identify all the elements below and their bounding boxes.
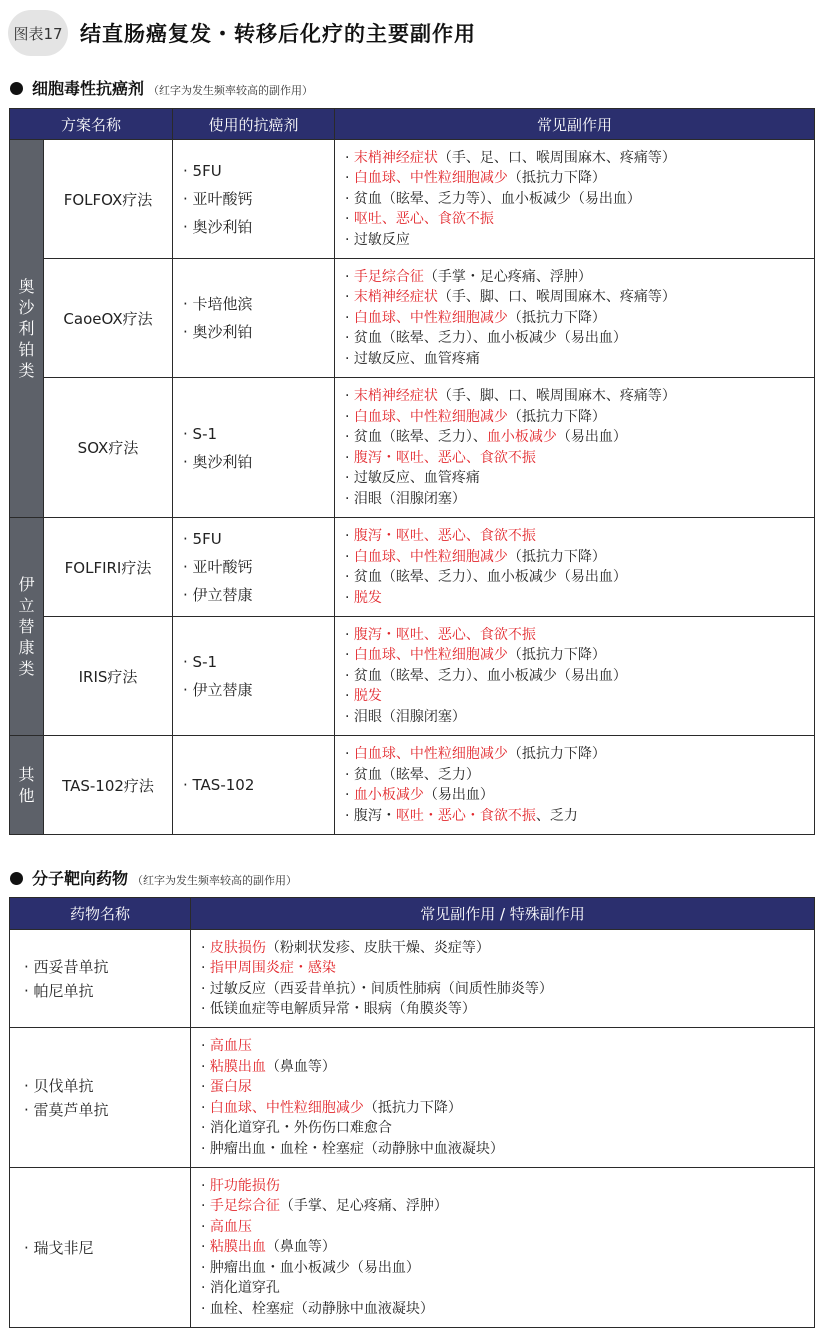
- effect-text: · 贫血（眩晕、乏力）、: [345, 429, 487, 445]
- effect-text: （抵抗力下降）: [363, 1099, 462, 1116]
- effect-text: ·: [345, 746, 354, 762]
- header-side-effects: 常见副作用 / 特殊副作用: [191, 898, 815, 930]
- effect-text: （易出血）: [423, 787, 494, 803]
- high-frequency-text: 血小板减少: [486, 429, 557, 445]
- regimen-name: SOX疗法: [44, 378, 173, 518]
- effect-text: ·: [345, 528, 354, 544]
- effect-line: [345, 567, 814, 588]
- effect-line: [201, 1299, 814, 1320]
- high-frequency-text: 腹泻・呕吐、恶心、食欲不振: [353, 626, 536, 643]
- drug-item: · 伊立替康: [183, 586, 253, 604]
- effect-line: [345, 209, 814, 230]
- effect-text: ·: [201, 1058, 210, 1075]
- group-label-char: 类: [18, 659, 35, 678]
- effect-line: [201, 938, 814, 959]
- section-targeted-header: [10, 866, 297, 889]
- effect-text: · 腹泻・: [345, 807, 396, 824]
- drug-item: · 奥沙利铂: [183, 452, 253, 471]
- side-effect-list: [335, 259, 815, 378]
- side-effect-list: [335, 518, 815, 617]
- bullet-dot: [10, 82, 23, 95]
- effect-line: [345, 427, 814, 448]
- side-effect-list: [335, 617, 815, 736]
- high-frequency-text: 白血球、中性粒细胞减少: [209, 1099, 364, 1116]
- effect-text: ·: [201, 939, 210, 956]
- high-frequency-text: 白血球、中性粒细胞减少: [353, 746, 508, 762]
- effect-text: · 贫血（眩晕、乏力）: [345, 766, 480, 783]
- effect-line: [345, 707, 814, 728]
- high-frequency-text: 手足综合征: [353, 268, 424, 285]
- high-frequency-text: 脱发: [353, 589, 382, 606]
- group-label: [10, 140, 44, 518]
- effect-text: ·: [345, 309, 354, 326]
- high-frequency-text: 皮肤损伤: [209, 939, 266, 956]
- effect-line: [201, 1118, 814, 1139]
- drug-list: [173, 378, 335, 518]
- side-effect-list: [335, 736, 815, 835]
- table-row: [10, 736, 815, 835]
- effect-text: （易出血）: [556, 429, 627, 445]
- high-frequency-text: 肝功能损伤: [209, 1177, 280, 1194]
- cytotoxic-table: [9, 108, 815, 835]
- high-frequency-text: 粘膜出血: [209, 1239, 266, 1256]
- effect-line: [201, 1077, 814, 1098]
- section-note: （红字为发生频率较高的副作用）: [148, 84, 314, 97]
- header-drugs: 使用的抗癌剂: [173, 109, 335, 140]
- figure-header: [8, 8, 476, 58]
- high-frequency-text: 白血球、中性粒细胞减少: [353, 548, 508, 565]
- effect-text: ·: [345, 289, 354, 306]
- effect-line: [345, 489, 814, 510]
- effect-text: · 消化道穿孔・外伤伤口难愈合: [201, 1120, 392, 1136]
- regimen-name: FOLFOX疗法: [44, 140, 173, 259]
- effect-line: [345, 349, 814, 370]
- effect-text: ·: [201, 1099, 210, 1116]
- effect-text: ·: [345, 149, 354, 166]
- table-row: [10, 140, 815, 259]
- high-frequency-text: 高血压: [209, 1038, 252, 1054]
- drug-name: · 雷莫芦单抗: [24, 1100, 109, 1119]
- high-frequency-text: 呕吐・恶心・食欲不振: [395, 807, 536, 824]
- effect-line: [345, 448, 814, 469]
- section-title: 细胞毒性抗癌剂: [32, 79, 145, 98]
- effect-text: ·: [345, 268, 354, 285]
- high-frequency-text: 白血球、中性粒细胞减少: [353, 647, 508, 664]
- targeted-table: [9, 897, 815, 1328]
- effect-text: · 贫血（眩晕、乏力等）、血小板减少（易出血）: [345, 190, 641, 207]
- effect-text: ·: [201, 1239, 210, 1256]
- effect-line: [345, 765, 814, 786]
- effect-text: · 过敏反应、血管疼痛: [345, 470, 480, 486]
- effect-text: ·: [345, 211, 354, 228]
- group-label-char: 替: [18, 617, 35, 636]
- effect-text: （手掌、足心疼痛、浮肿）: [279, 1198, 448, 1215]
- table-row: [10, 378, 815, 518]
- group-label-char: 立: [18, 596, 35, 615]
- effect-line: [345, 267, 814, 288]
- section-title: 分子靶向药物: [32, 869, 129, 888]
- effect-line: [345, 785, 814, 806]
- regimen-name: TAS-102疗法: [44, 736, 173, 835]
- effect-line: [201, 1258, 814, 1279]
- high-frequency-text: 脱发: [353, 688, 382, 705]
- effect-line: [345, 230, 814, 251]
- drug-list: [173, 736, 335, 835]
- effect-line: [345, 407, 814, 428]
- high-frequency-text: 手足综合征: [209, 1198, 280, 1215]
- effect-text: · 消化道穿孔: [201, 1280, 280, 1297]
- effect-text: （手、脚、口、喉周围麻木、疼痛等）: [437, 388, 676, 404]
- effect-text: · 过敏反应: [345, 231, 410, 248]
- group-label-char: 利: [18, 319, 35, 338]
- high-frequency-text: 血小板减少: [353, 787, 424, 803]
- effect-line: [201, 1098, 814, 1119]
- effect-text: ·: [345, 688, 354, 705]
- effect-line: [345, 806, 814, 827]
- effect-text: ·: [345, 787, 354, 803]
- table-row: [10, 1028, 815, 1168]
- drug-item: · S-1: [183, 653, 218, 671]
- drug-name: · 帕尼单抗: [24, 981, 94, 1000]
- effect-line: [201, 1176, 814, 1197]
- drug-item: · 卡培他滨: [183, 295, 253, 313]
- high-frequency-text: 腹泻・呕吐、恶心、食欲不振: [353, 528, 536, 544]
- group-label-char: 类: [18, 361, 35, 380]
- drug-item: · 5FU: [183, 162, 222, 180]
- regimen-name: IRIS疗法: [44, 617, 173, 736]
- effect-text: ·: [201, 1079, 210, 1095]
- high-frequency-text: 白血球、中性粒细胞减少: [353, 170, 508, 187]
- header-row: [10, 109, 815, 140]
- header-row: [10, 898, 815, 930]
- high-frequency-text: 末梢神经症状: [353, 289, 438, 306]
- effect-text: · 肿瘤出血・血栓・栓塞症（动静脉中血液凝块）: [201, 1140, 504, 1157]
- drug-list: [173, 140, 335, 259]
- effect-line: [201, 1217, 814, 1238]
- effect-line: [345, 386, 814, 407]
- effect-text: （手掌・足心疼痛、浮肿）: [423, 268, 592, 285]
- effect-line: [345, 287, 814, 308]
- effect-line: [345, 645, 814, 666]
- drug-names: [10, 930, 191, 1028]
- table-row: [10, 518, 815, 617]
- effect-text: （粉刺状发疹、皮肤干燥、炎症等）: [265, 939, 490, 956]
- section-cytotoxic-header: [10, 76, 313, 99]
- drug-list: [173, 617, 335, 736]
- effect-text: ·: [201, 1218, 210, 1235]
- effect-text: ·: [345, 589, 354, 606]
- high-frequency-text: 末梢神经症状: [353, 388, 438, 404]
- drug-names: [10, 1168, 191, 1328]
- drug-item: · 5FU: [183, 530, 222, 548]
- figure-title: 结直肠癌复发・转移后化疗的主要副作用: [80, 22, 476, 46]
- drug-list: [173, 259, 335, 378]
- effect-text: （手、足、口、喉周围麻木、疼痛等）: [437, 149, 676, 166]
- effect-line: [345, 625, 814, 646]
- group-label: [10, 736, 44, 835]
- table-row: [10, 617, 815, 736]
- high-frequency-text: 腹泻・呕吐、恶心、食欲不振: [353, 449, 536, 466]
- effect-line: [201, 1278, 814, 1299]
- effect-text: · 泪眼（泪腺闭塞）: [345, 708, 466, 725]
- high-frequency-text: 指甲周围炎症・感染: [209, 960, 336, 976]
- effect-text: ·: [345, 647, 354, 664]
- effect-line: [345, 168, 814, 189]
- group-label-char: 奥: [18, 277, 35, 296]
- group-label-char: 沙: [18, 298, 35, 317]
- effect-line: [201, 979, 814, 1000]
- effect-text: ·: [345, 388, 354, 404]
- header-side-effects: 常见副作用: [335, 109, 815, 140]
- effect-line: [201, 999, 814, 1020]
- effect-text: ·: [345, 449, 354, 466]
- effect-text: ·: [345, 548, 354, 565]
- effect-text: · 低镁血症等电解质异常・眼病（角膜炎等）: [201, 1001, 476, 1017]
- effect-text: ·: [201, 1177, 210, 1194]
- side-effect-list: [191, 1028, 815, 1168]
- effect-text: · 过敏反应、血管疼痛: [345, 350, 480, 367]
- effect-line: [201, 1057, 814, 1078]
- effect-text: （抵抗力下降）: [507, 548, 606, 565]
- drug-names: [10, 1028, 191, 1168]
- regimen-name: FOLFIRI疗法: [44, 518, 173, 617]
- side-effect-list: [191, 930, 815, 1028]
- table-row: [10, 259, 815, 378]
- figure-label: 图表17: [8, 10, 68, 56]
- effect-line: [201, 958, 814, 979]
- group-label-char: 其: [18, 765, 35, 784]
- effect-line: [345, 328, 814, 349]
- drug-item: · 亚叶酸钙: [183, 558, 253, 576]
- effect-line: [345, 666, 814, 687]
- effect-text: ·: [201, 960, 210, 976]
- group-label-char: 伊: [18, 575, 35, 594]
- effect-text: （抵抗力下降）: [507, 408, 606, 425]
- drug-name: · 贝伐单抗: [24, 1076, 94, 1095]
- effect-text: （手、脚、口、喉周围麻木、疼痛等）: [437, 289, 676, 306]
- side-effect-list: [335, 378, 815, 518]
- high-frequency-text: 粘膜出血: [209, 1058, 266, 1075]
- effect-text: ·: [345, 408, 354, 425]
- effect-line: [345, 148, 814, 169]
- drug-item: · TAS-102: [183, 776, 255, 794]
- drug-item: · 奥沙利铂: [183, 323, 253, 341]
- drug-item: · 亚叶酸钙: [183, 190, 253, 208]
- drug-item: · 伊立替康: [183, 681, 253, 699]
- effect-line: [201, 1237, 814, 1258]
- effect-line: [345, 308, 814, 329]
- section-note: （红字为发生频率较高的副作用）: [132, 874, 298, 887]
- high-frequency-text: 呕吐、恶心、食欲不振: [353, 211, 494, 228]
- effect-text: （鼻血等）: [265, 1239, 336, 1256]
- side-effect-list: [191, 1168, 815, 1328]
- header-drug-name: 药物名称: [10, 898, 191, 930]
- group-label-char: 他: [18, 786, 35, 805]
- side-effect-list: [335, 140, 815, 259]
- header-regimen-name: 方案名称: [10, 109, 173, 140]
- effect-text: · 血栓、栓塞症（动静脉中血液凝块）: [201, 1300, 434, 1317]
- effect-text: · 贫血（眩晕、乏力）、血小板减少（易出血）: [345, 569, 627, 585]
- effect-text: （抵抗力下降）: [507, 309, 606, 326]
- high-frequency-text: 高血压: [209, 1218, 252, 1235]
- effect-line: [201, 1036, 814, 1057]
- effect-line: [201, 1139, 814, 1160]
- high-frequency-text: 末梢神经症状: [353, 149, 438, 166]
- effect-text: 、乏力: [535, 807, 578, 824]
- drug-list: [173, 518, 335, 617]
- effect-text: · 过敏反应（西妥昔单抗）・间质性肺病（间质性肺炎等）: [201, 980, 553, 997]
- table-row: [10, 1168, 815, 1328]
- effect-line: [345, 686, 814, 707]
- effect-text: （抵抗力下降）: [507, 746, 606, 762]
- effect-line: [345, 526, 814, 547]
- effect-text: · 肿瘤出血・血小板减少（易出血）: [201, 1259, 420, 1276]
- regimen-name: CaoeOX疗法: [44, 259, 173, 378]
- group-label-char: 铂: [18, 340, 35, 359]
- effect-text: ·: [345, 170, 354, 187]
- effect-text: （抵抗力下降）: [507, 170, 606, 187]
- group-label: [10, 518, 44, 736]
- high-frequency-text: 白血球、中性粒细胞减少: [353, 408, 508, 425]
- effect-text: · 贫血（眩晕、乏力）、血小板减少（易出血）: [345, 667, 627, 684]
- group-label-char: 康: [18, 638, 35, 657]
- high-frequency-text: 白血球、中性粒细胞减少: [353, 309, 508, 326]
- effect-text: ·: [201, 1038, 210, 1054]
- effect-line: [345, 468, 814, 489]
- effect-line: [345, 744, 814, 765]
- effect-text: · 泪眼（泪腺闭塞）: [345, 490, 466, 507]
- drug-item: · S-1: [183, 424, 218, 443]
- table-row: [10, 930, 815, 1028]
- effect-text: · 贫血（眩晕、乏力）、血小板减少（易出血）: [345, 330, 627, 347]
- effect-line: [345, 588, 814, 609]
- effect-line: [345, 547, 814, 568]
- bullet-dot: [10, 872, 23, 885]
- drug-name: · 西妥昔单抗: [24, 957, 109, 976]
- effect-text: ·: [201, 1198, 210, 1215]
- drug-item: · 奥沙利铂: [183, 218, 253, 236]
- effect-text: （抵抗力下降）: [507, 647, 606, 664]
- effect-line: [345, 189, 814, 210]
- effect-text: ·: [345, 626, 354, 643]
- drug-name: · 瑞戈非尼: [24, 1238, 94, 1257]
- effect-line: [201, 1196, 814, 1217]
- high-frequency-text: 蛋白尿: [209, 1079, 252, 1095]
- effect-text: （鼻血等）: [265, 1058, 336, 1075]
